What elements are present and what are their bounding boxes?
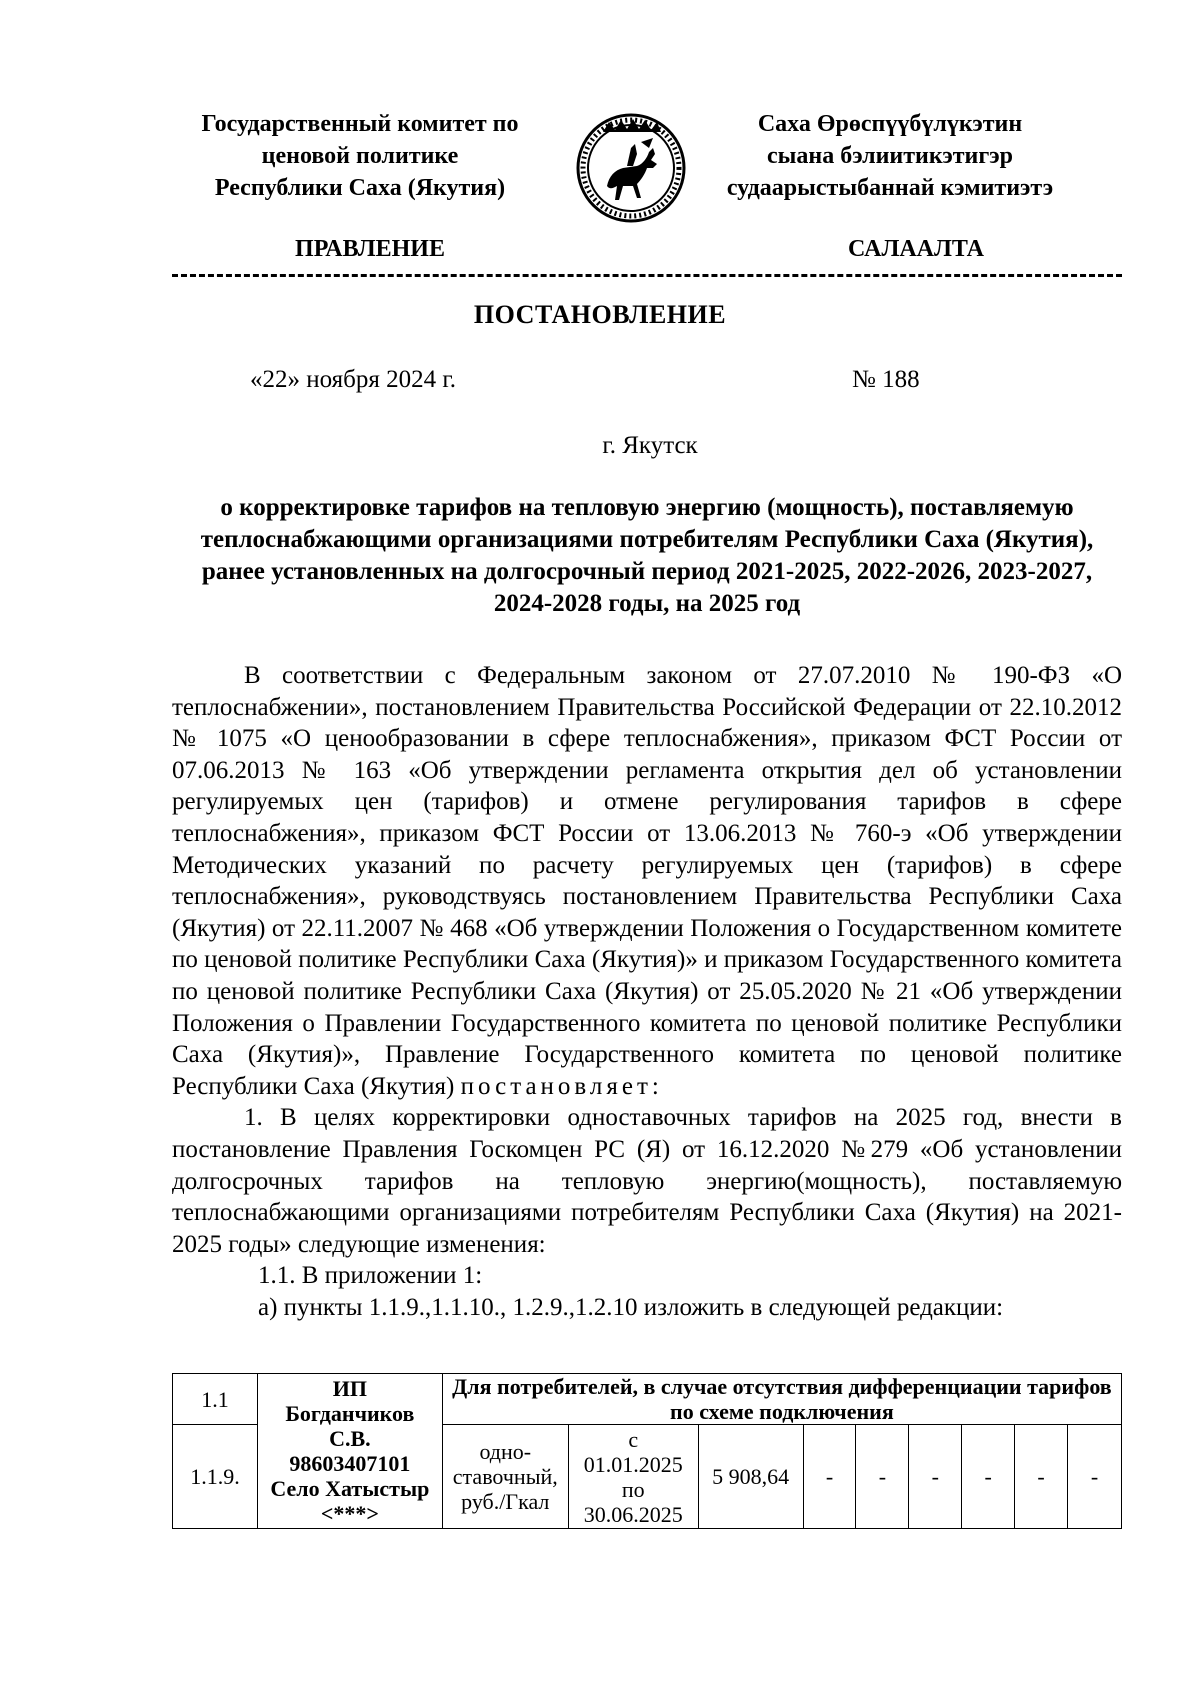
organization-line: Село Хатыстыр xyxy=(270,1476,430,1501)
document-body xyxy=(172,660,1122,1323)
item-1-1-paragraph: 1.1. В приложении 1: xyxy=(258,1262,483,1290)
header-divider xyxy=(172,274,1122,277)
document-type-title: ПОСТАНОВЛЕНИЕ xyxy=(473,300,727,329)
tariff-type-line: руб./Гкал xyxy=(461,1489,550,1514)
organization-line: <***> xyxy=(320,1501,379,1526)
preamble-paragraph xyxy=(172,660,1122,1102)
coat-of-arms-emblem-icon xyxy=(575,108,687,226)
tariff-type-cell xyxy=(442,1425,568,1529)
item-1-paragraph: 1. В целях корректировки одноставочных тарифов на 2025 год, внести в постановление Правления Госкомцен РС (Я) от 16.12.2020 №279 «Об установлении долгосрочных тарифов на тепловую энергию(мощность), поставляемую теплоснабжающими организациями потребителям Республики Саха (Якутия) на 2021-2025 годы» следующие изменения: xyxy=(172,1104,1122,1258)
organization-cell xyxy=(257,1374,442,1529)
committee-name-yakut xyxy=(700,108,1080,204)
consumer-group-header: Для потребителей, в случае отсутствия дифференциации тарифов по схеме подключения xyxy=(442,1374,1121,1425)
period-line: 01.01.2025 xyxy=(583,1451,683,1477)
committee-line: судаарыстыбаннай кэмитиэтэ xyxy=(726,175,1054,201)
board-label-russian: ПРАВЛЕНИЕ xyxy=(295,236,445,262)
committee-line: Саха Өрөспүүбүлүкэтин xyxy=(757,111,1023,137)
tariff-type-line: одно- xyxy=(479,1439,532,1464)
item-1-1-a-paragraph: а) пункты 1.1.9.,1.1.10., 1.2.9.,1.2.10 изложить в следующей редакции: xyxy=(258,1293,1004,1321)
empty-value-cell: - xyxy=(962,1425,1015,1529)
organization-line: ИП xyxy=(332,1376,367,1401)
document-number: № 188 xyxy=(852,366,920,393)
decree-word: постановляет: xyxy=(460,1072,663,1100)
empty-value-cell: - xyxy=(856,1425,909,1529)
committee-line: Государственный комитет по xyxy=(201,111,519,137)
empty-value-cell: - xyxy=(1015,1425,1068,1529)
tariff-type-line: ставочный, xyxy=(452,1464,558,1489)
committee-line: сыана бэлиитикэтигэр xyxy=(766,143,1013,169)
empty-value-cell: - xyxy=(909,1425,962,1529)
period-line: по xyxy=(621,1476,645,1502)
tariff-value-cell: 5 908,64 xyxy=(698,1425,803,1529)
tariff-table xyxy=(172,1373,1122,1529)
period-line: 30.06.2025 xyxy=(583,1501,683,1527)
organization-line: 98603407101 xyxy=(289,1451,411,1476)
organization-line: Богданчиков xyxy=(285,1401,415,1426)
document-city: г. Якутск xyxy=(602,432,698,459)
document-header xyxy=(0,108,1200,238)
period-line: с xyxy=(628,1426,639,1452)
committee-name-russian xyxy=(170,108,550,204)
preamble-text: В соответствии с Федеральным законом от 27.07.2010 № 190-ФЗ «О теплоснабжении», постановлением Правительства Российской Федерации от 22.10.2012 № 1075 «О ценообразовании в сфере теплоснабжения», приказом ФСТ России от 07.06.2013 № 163 «Об утверждении регламента открытия дел об установлении регулируемых цен (тарифов) и отмене регулирования тарифов в сфере теплоснабжения», приказом ФСТ России от 13.06.2013 № 760-э «Об утверждении Методических указаний по расчету регулируемых цен (тарифов) в сфере теплоснабжения», руководствуясь постановлением Правительства Республики Саха (Якутия) от 22.11.2007 № 468 «Об утверждении Положения о Государственном комитете по ценовой политике Республики Саха (Якутия)» и приказом Государственного комитета по ценовой политике Республики Саха (Якутия) от 25.05.2020 № 21 «Об утверждении Положения о Правлении Государственного комитета по ценовой политике Республики Саха (Якутия)», Правление Государственного комитета по ценовой политике Республики Саха (Якутия) xyxy=(172,662,1122,1100)
empty-value-cell: - xyxy=(1068,1425,1122,1529)
committee-line: ценовой политике xyxy=(261,143,459,169)
board-label-yakut: САЛААЛТА xyxy=(847,236,985,262)
committee-line: Республики Саха (Якутия) xyxy=(214,175,506,201)
organization-line: С.В. xyxy=(329,1426,371,1451)
row-number-cell: 1.1.9. xyxy=(173,1425,258,1529)
document-date: «22» ноября 2024 г. xyxy=(250,366,457,393)
period-cell xyxy=(568,1425,698,1529)
section-number-cell: 1.1 xyxy=(173,1374,258,1425)
table-row xyxy=(173,1374,1122,1425)
empty-value-cell: - xyxy=(803,1425,856,1529)
document-subject: о корректировке тарифов на тепловую энергию (мощность), поставляемую теплоснабжающими организациями потребителям Республики Саха (Якутия), ранее установленных на долгосрочный период 2021-2025, 2022-2026, 2023-2027, 2024-2028 годы, на 2025 год xyxy=(200,494,1094,617)
